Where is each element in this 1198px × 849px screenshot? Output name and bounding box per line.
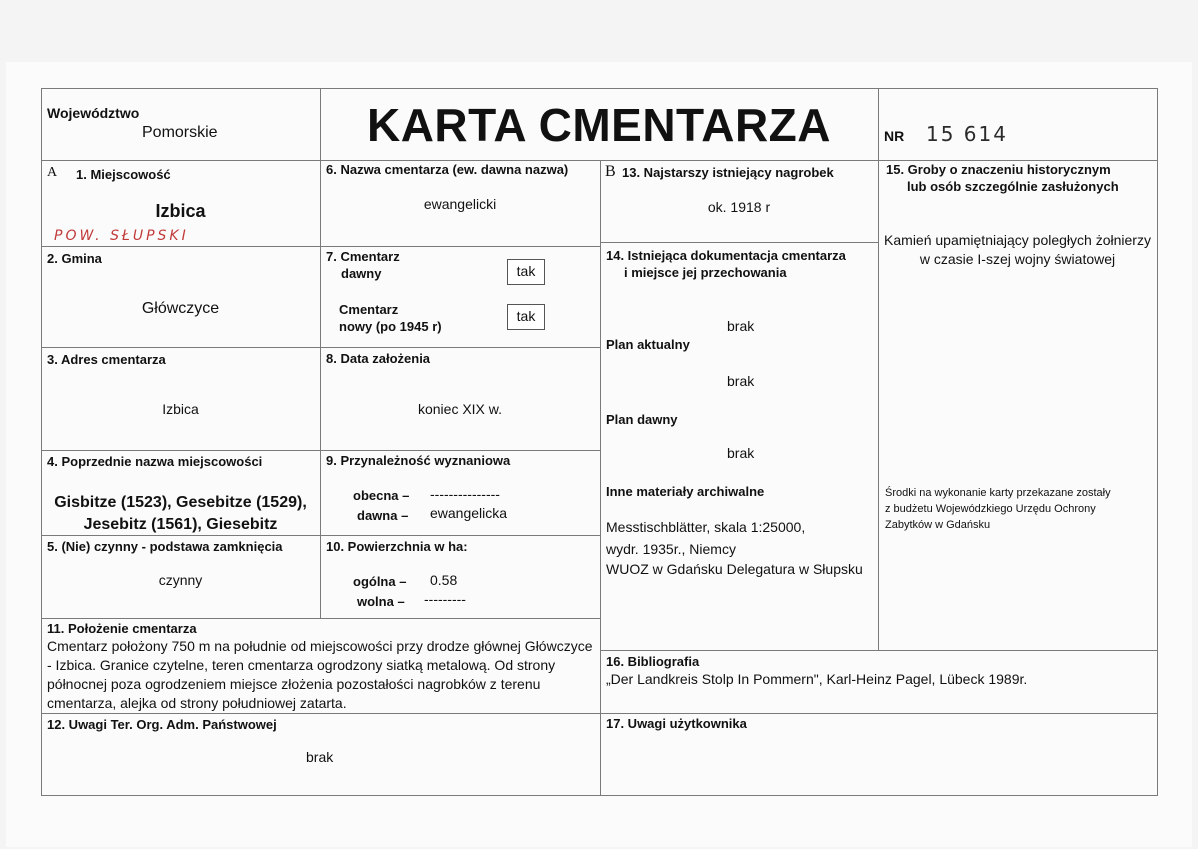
field-7-dawny-box: tak: [507, 259, 545, 285]
grid-line: [600, 160, 601, 796]
section-b-marker: B: [605, 163, 616, 180]
field-7-nowy-box: tak: [507, 304, 545, 330]
field-14-value: brak: [727, 318, 755, 334]
field-12-value: brak: [306, 749, 334, 765]
plan-aktualny-value: brak: [727, 373, 755, 389]
field-10-label: 10. Powierzchnia w ha:: [326, 539, 468, 554]
field-9-dawna-label: dawna –: [357, 508, 409, 523]
field-3-value: Izbica: [162, 401, 199, 417]
grid-line: [41, 88, 42, 796]
field-11-line-3: północnej poza ogrodzeniem miejsce złożenia pozostałości nagrobków z terenu: [47, 676, 541, 692]
field-15-value-line-2: w czasie I-szej wojny światowej: [919, 251, 1116, 267]
field-10-ogolna-value: 0.58: [430, 572, 458, 588]
grid-line: [41, 713, 1157, 714]
field-6-label: 6. Nazwa cmentarza (ew. dawna nazwa): [326, 162, 569, 177]
plan-dawny-label: Plan dawny: [606, 412, 678, 427]
field-11-line-1: Cmentarz położony 750 m na południe od miejscowości przy drodze głównej Główczyce: [47, 638, 593, 654]
field-2-label: 2. Gmina: [47, 251, 102, 266]
grid-line: [320, 88, 321, 619]
field-14-sublabel: i miejsce jej przechowania: [624, 265, 787, 280]
field-17-label: 17. Uwagi użytkownika: [606, 716, 747, 731]
field-7-label: 7. Cmentarz: [326, 249, 400, 264]
field-13-value: ok. 1918 r: [707, 199, 771, 215]
field-6-value: ewangelicki: [423, 196, 497, 212]
field-10-wolna-value: ---------: [424, 591, 466, 607]
grid-line: [41, 795, 1157, 796]
field-2-value: Główczyce: [141, 300, 220, 317]
inne-materialy-line-1: Messtischblätter, skala 1:25000,: [606, 519, 806, 535]
field-15-sublabel: lub osób szczególnie zasłużonych: [907, 179, 1119, 194]
field-9-label: 9. Przynależność wyznaniowa: [326, 453, 511, 468]
field-4-value-line-1: Gisbitze (1523), Gesebitze (1529),: [54, 494, 307, 511]
grid-line: [1157, 88, 1158, 796]
field-14-label: 14. Istniejąca dokumentacja cmentarza: [606, 248, 846, 263]
wojewodztwo-value: Pomorskie: [142, 124, 218, 141]
field-7-nowy-sublabel: nowy (po 1945 r): [339, 319, 442, 334]
field-9-dawna-value: ewangelicka: [430, 505, 508, 521]
field-10-ogolna-label: ogólna –: [353, 574, 407, 589]
field-7-dawny-label: dawny: [341, 266, 382, 281]
field-11-line-2: - Izbica. Granice czytelne, teren cmentarza ogrodzony siatką metalową. Od strony: [47, 657, 556, 673]
plan-aktualny-label: Plan aktualny: [606, 337, 690, 352]
field-9-obecna-value: ---------------: [430, 486, 500, 502]
funding-note-line-2: z budżetu Wojewódzkiego Urzędu Ochrony: [885, 503, 1096, 515]
nr-value: 15 614: [926, 122, 1008, 146]
inne-materialy-line-2: wydr. 1935r., Niemcy: [606, 541, 736, 557]
field-12-label: 12. Uwagi Ter. Org. Adm. Państwowej: [47, 717, 277, 732]
inne-materialy-label: Inne materiały archiwalne: [606, 484, 765, 499]
field-11-label: 11. Położenie cmentarza: [47, 621, 197, 636]
field-15-value-line-1: Kamień upamiętniający poległych żołnierzy: [884, 232, 1151, 248]
field-1-handwritten-note: POW. SŁUPSKI: [54, 228, 189, 244]
field-8-label: 8. Data założenia: [326, 351, 431, 366]
field-1-label: 1. Miejscowość: [76, 167, 171, 182]
grid-line: [600, 242, 878, 243]
section-a-marker: A: [47, 165, 58, 180]
field-5-label: 5. (Nie) czynny - podstawa zamknięcia: [47, 539, 283, 554]
plan-dawny-value: brak: [727, 445, 755, 461]
field-7-nowy-label: Cmentarz: [339, 302, 399, 317]
field-10-wolna-label: wolna –: [357, 594, 405, 609]
field-15-label: 15. Groby o znaczeniu historycznym: [886, 162, 1111, 177]
field-16-value: „Der Landkreis Stolp In Pommern", Karl-Heinz Pagel, Lübeck 1989r.: [606, 671, 1028, 687]
field-1-value: Izbica: [155, 201, 206, 221]
inne-materialy-line-3: WUOZ w Gdańsku Delegatura w Słupsku: [606, 561, 863, 577]
grid-line: [41, 88, 1157, 89]
wojewodztwo-label: Województwo: [47, 105, 140, 121]
field-11-line-4: cmentarza, alejka od strony południowej zatarta.: [47, 695, 347, 711]
grid-line: [878, 88, 879, 651]
field-5-value: czynny: [158, 572, 203, 588]
nr-label: NR: [884, 128, 905, 144]
funding-note-line-1: Środki na wykonanie karty przekazane zostały: [885, 487, 1111, 499]
funding-note-line-3: Zabytków w Gdańsku: [885, 519, 991, 531]
field-13-label: 13. Najstarszy istniejący nagrobek: [622, 165, 834, 180]
field-16-label: 16. Bibliografia: [606, 654, 700, 669]
field-3-label: 3. Adres cmentarza: [47, 352, 166, 367]
page-title: KARTA CMENTARZA: [366, 99, 832, 151]
field-4-label: 4. Poprzednie nazwa miejscowości: [47, 454, 263, 469]
field-9-obecna-label: obecna –: [353, 488, 410, 503]
field-4-value-line-2: Jesebitz (1561), Giesebitz: [83, 516, 278, 533]
field-8-value: koniec XIX w.: [417, 401, 503, 417]
